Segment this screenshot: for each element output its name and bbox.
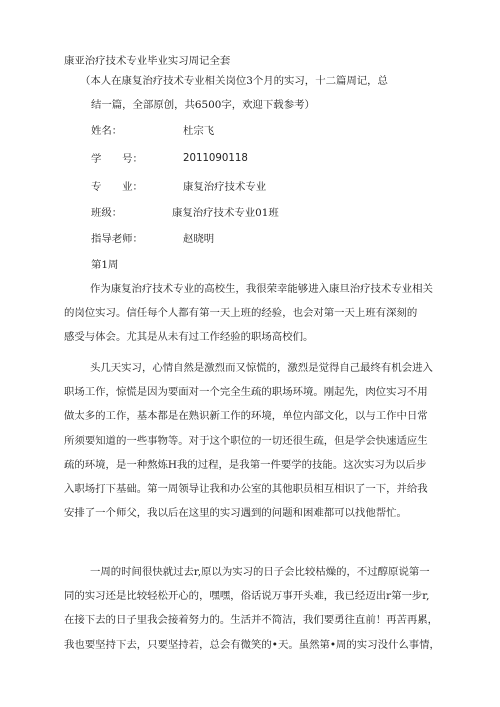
student-id-label: 学 号：	[91, 153, 143, 165]
major-label: 专 业：	[91, 181, 143, 193]
document-title: 康亚治疗技术专业毕业实习周记全套	[64, 55, 231, 67]
paragraph-2-line: 头几天实习，心情自然是激烈而又惊慌的，激烈是觉得自己最终有机会进入	[90, 362, 433, 374]
paragraph-2-line: 疏的环境，是一种熬炼H我的过程，是我第一件要学的技能。这次实习为以后步	[64, 458, 427, 471]
paragraph-3-line: 同的实习还是比较轻松开心的，嘿嘿，俗话说万事开头难，我已经迈出r第一步r,	[64, 590, 430, 603]
advisor-value: 赵晓明	[183, 233, 215, 245]
paragraph-3	[64, 560, 442, 657]
student-id-value: 2011090118	[183, 153, 248, 164]
name-label: 姓名：	[91, 125, 123, 137]
class-label: 班级：	[91, 207, 123, 219]
paragraph-3-line: 一周的时间很快就过去r,原以为实习的日子会比较枯燥的，不过醇原说第一	[90, 566, 430, 578]
paragraph-1-line: 感受与体会。尤其是从未有过工作经验的职场高校们。	[64, 331, 314, 344]
major-value: 康复治疗技术专业	[183, 181, 267, 193]
paragraph-3-line: 我也要坚持下去，只要坚持若，总会有微笑的•天。虽然第•周的实习没什么事情，	[64, 638, 440, 651]
week-heading: 第1周	[91, 259, 119, 271]
paragraph-1	[64, 277, 442, 350]
paragraph-2-line: 职场工作，惊慌是因为要面对一个完全生疏的职场环境。刚起先，肉位实习不用	[64, 386, 428, 399]
paragraph-2	[64, 356, 442, 525]
paragraph-3-line: 在接下去的日子里我会接着努力的。生活并不简洁，我们要勇往直前！再苦再累，	[64, 614, 439, 627]
paragraph-1-line: 作为康复治疗技术专业的高校生，我很荣幸能够进入康旦治疗技术专业相关	[90, 283, 433, 295]
intro-line-2: 结一篇，全部原创，共6500字，欢迎下载参考）	[91, 99, 315, 111]
class-value: 康复治疗技术专业01班	[172, 207, 279, 219]
name-value: 杜宗飞	[183, 125, 215, 137]
paragraph-1-line: 的岗位实习。信任每个人都有第一天上班的经验，也会对第一天上班有深刻的	[64, 307, 418, 320]
paragraph-2-line: 入职场打下基础。第一周领导让我和办公室的其他职员相互相识了一下，并给我	[64, 483, 428, 496]
advisor-label: 指导老师：	[91, 233, 143, 245]
paragraph-2-line: 做太多的工作，基本都是在熟识新工作的环境，单位内部文化，以与工作中日常	[64, 410, 428, 423]
intro-line-1: （本人在康复治疗技术专业相关岗位3个月的实习，十二篇周记，总	[80, 75, 388, 87]
paragraph-2-line: 安排了一个师父，我以后在这里的实习遇到的问题和困难都可以找他帮忙。	[64, 507, 407, 520]
paragraph-2-line: 所须要知道的一些事物等。对于这个职位的一切还很生疏，但是学会快速适应生	[64, 434, 428, 447]
